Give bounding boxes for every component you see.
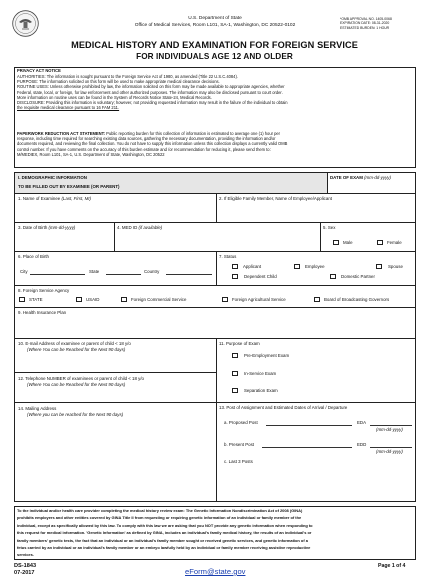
gina-line: services. — [17, 552, 34, 558]
state-label: State — [89, 269, 100, 274]
form-id: DS-1843 — [14, 563, 37, 569]
form-subtitle: FOR INDIVIDUALS AGE 12 AND OLDER — [136, 52, 293, 61]
privacy-line: ROUTINE USES: Unless otherwise prohibited by law, the information solicited on this form may be made available to appropriate agencies, whether — [17, 84, 285, 90]
privacy-line: DISCLOSURE: Providing this information is voluntary; however, not providing requested information may result in the failure of the individual to obtain — [17, 100, 288, 106]
male-checkbox[interactable] — [333, 240, 339, 245]
agency-state-label: STATE — [29, 297, 43, 302]
spouse-checkbox[interactable] — [376, 264, 382, 269]
field-1-label — [18, 196, 91, 201]
paperwork-line: control number. If you have comments on the accuracy of this burden estimate and /or recommendation for reducing it, please send them to: — [17, 146, 271, 152]
form-title: MEDICAL HISTORY AND EXAMINATION FOR FOREIGN SERVICE — [71, 40, 358, 50]
email-label: 10. E-mail Address of examinee or parent of child < 18 y/o — [18, 341, 131, 346]
gina-line: family members' genetic tests, the fact that an individual or an individual's family member sought or received genetic services, and genetic information of a — [17, 537, 308, 543]
present-post-label: b. Present Post — [224, 442, 255, 447]
paperwork-heading: PAPERWORK REDUCTION ACT STATEMENT: — [17, 131, 106, 136]
page-number: Page 1 of 4 — [378, 563, 406, 569]
edd-format: (mm-dd-yyyy) — [376, 449, 403, 454]
dependent-child-checkbox[interactable] — [232, 274, 238, 279]
gina-line: individual, except as specifically allowed by this law. To comply with this law we are asking that you NOT provide any genetic information when responding to — [17, 522, 313, 528]
agency-fas-label: Foreign Agricultural Service — [232, 297, 286, 302]
date-of-exam-format: (mm-dd-yyyy) — [364, 175, 391, 180]
omb-block — [340, 17, 422, 30]
last-posts-input[interactable] — [262, 457, 412, 497]
telephone-label: 12. Telephone NUMBER of examinees or parent of child < 18 y/o — [18, 376, 144, 381]
mailing-address-label: 14. Mailing Address — [18, 406, 57, 411]
omb-approval: *OMB APPROVAL NO. 1405-0068 — [340, 17, 392, 21]
name-hint: (Last, First, MI) — [61, 196, 91, 201]
applicant-label: Applicant — [243, 264, 262, 269]
gina-line: To the individual and/or health care provider completing the medical history review exam: The Genetic Information Nondiscrimination Act of 2008 (GINA) — [17, 508, 303, 513]
telephone-hint: (Where You can be Reached for the Next 90 days) — [27, 382, 126, 387]
gina-line: fetus carried by an individual or an individual's family member or an embryo lawfully held by an individual or family member receiving assistive reproductive — [17, 545, 311, 551]
sex-label: 5. Sex — [323, 225, 336, 230]
present-post-input[interactable] — [262, 439, 352, 447]
in-service-label: In-Service Exam — [244, 371, 277, 376]
female-checkbox[interactable] — [377, 240, 383, 245]
domestic-partner-checkbox[interactable] — [330, 274, 336, 279]
expiration-date: EXPIRATION DATE: 08-31-2020 — [340, 21, 390, 26]
dob-text: 3. Date of Birth — [18, 225, 48, 230]
email-hint: (Where You can be Reached for the Next 90 days) — [27, 347, 126, 352]
med-id-text: 4. MED ID — [117, 225, 138, 230]
eda-format: (mm-dd-yyyy) — [376, 427, 403, 432]
date-of-exam-label — [330, 175, 391, 180]
agency-usaid-checkbox[interactable] — [76, 297, 82, 302]
privacy-text — [17, 74, 413, 110]
form-date: 07-2017 — [14, 570, 35, 576]
estimated-burden: ESTIMATED BURDEN: 1 HOUR — [340, 25, 390, 30]
agency-bbg-checkbox[interactable] — [314, 297, 320, 302]
dob-format: (mm-dd-yyyy) — [48, 225, 76, 230]
country-input[interactable] — [166, 264, 212, 273]
health-insurance-input[interactable] — [18, 317, 412, 334]
paperwork-line: M/MEDIEX, Room L101, SA-1, U.S. Department of State, Washington, DC 20522 — [17, 151, 165, 157]
agency-fcs-checkbox[interactable] — [121, 297, 127, 302]
paperwork-line: Public reporting burden for this collection of information is estimated to average one (1) hour per — [106, 131, 281, 136]
status-label: 7. Status — [219, 254, 237, 259]
place-of-birth-label: 6. Place of Birth — [18, 254, 49, 259]
privacy-line: the requisite medical clearance pursuant to 16 FAM 211. — [17, 105, 120, 111]
section-title: I. DEMOGRAPHIC INFORMATION — [18, 175, 87, 180]
eda-input[interactable] — [370, 417, 412, 425]
edd-label: EDD — [357, 442, 367, 447]
agency-fas-checkbox[interactable] — [222, 297, 228, 302]
separation-label: Separation Exam — [244, 388, 278, 393]
eform-link[interactable]: eForm@state.gov — [185, 567, 246, 576]
separation-checkbox[interactable] — [232, 388, 238, 393]
dob-label — [18, 225, 75, 230]
pre-employment-checkbox[interactable] — [232, 353, 238, 358]
department-seal-icon — [12, 10, 39, 37]
paperwork-line: documents required, and reviewing the final collection. You do not have to supply this information unless this collection displays a currently valid OMB — [17, 141, 288, 147]
agency-fcs-label: Foreign Commercial Service — [131, 297, 187, 302]
dependent-child-label: Dependent Child — [244, 274, 277, 279]
mailing-address-hint: (Where you can be reached for the Next 90 days) — [27, 412, 124, 417]
proposed-post-input[interactable] — [266, 417, 352, 425]
employee-name-input[interactable] — [219, 203, 412, 217]
employee-checkbox[interactable] — [294, 264, 300, 269]
edd-input[interactable] — [370, 439, 412, 447]
office-address: Office of Medical Services, Room L101, SA-1, Washington, DC 20522-0102 — [134, 23, 296, 28]
purpose-label: 11. Purpose of Exam — [219, 341, 260, 346]
state-input[interactable] — [106, 264, 141, 273]
med-id-input[interactable] — [117, 232, 317, 246]
city-label: City — [20, 269, 28, 274]
city-input[interactable] — [30, 264, 85, 273]
paperwork-text — [17, 131, 413, 157]
privacy-line: AUTHORITIES: The information is sought pursuant to the Foreign Service Act of 1980, as amended (Title 22 U.S.C.4084). — [17, 74, 238, 79]
agency-usaid-label: USAID — [86, 297, 100, 302]
agency-state-checkbox[interactable] — [19, 297, 25, 302]
female-label: Female — [387, 240, 402, 245]
email-input[interactable] — [18, 354, 213, 369]
domestic-partner-label: Domestic Partner — [341, 274, 375, 279]
examinee-name-input[interactable] — [18, 203, 213, 217]
gina-line: this request for medical information. 'Genetic Information' as defined by GINA, includes an individual's family medical history, the results of an individual's or — [17, 530, 312, 536]
spouse-label: Spouse — [388, 264, 403, 269]
last-posts-label: c. Last 3 Posts — [224, 459, 253, 464]
male-label: Male — [343, 240, 353, 245]
gina-line: prohibits employers and other entities covered by GINA Title II from requesting or requiring genetic information of an individual or family member of the — [17, 515, 302, 521]
date-of-exam-text: DATE OF EXAM — [330, 175, 363, 180]
privacy-line: Federal, state, local, or foreign, for law enforcement and other authorized purposes. The information may also be disclosed pursuant to court order. — [17, 89, 283, 95]
gina-notice — [17, 507, 414, 559]
mailing-address-input[interactable] — [18, 420, 213, 498]
privacy-line: PURPOSE: The information solicited on this form will be used to make appropriate medical clearance decisions. — [17, 79, 220, 85]
telephone-input[interactable] — [18, 388, 213, 400]
med-id-hint: (if available) — [138, 225, 163, 230]
post-assignment-label: 13. Post of Assignment and Estimated Dates of Arrival / Departure — [219, 405, 348, 410]
proposed-post-label: a. Proposed Post — [224, 420, 258, 425]
name-label: 1. Name of Examinee — [18, 196, 61, 201]
applicant-checkbox[interactable] — [232, 264, 238, 269]
med-id-label — [117, 225, 162, 230]
agency-bbg-label: Board of Broadcasting Governors — [324, 297, 390, 302]
country-label: Country — [144, 269, 160, 274]
privacy-heading: PRIVACY ACT NOTICE — [17, 68, 61, 73]
employee-name-label: 2. If Eligible Family Member, Name of Employee/Applicant — [219, 196, 332, 201]
health-insurance-label: 9. Health Insurance Plan — [18, 310, 67, 315]
date-of-exam-input[interactable] — [330, 182, 412, 191]
in-service-checkbox[interactable] — [232, 371, 238, 376]
agency-label: 8. Foreign Service Agency — [18, 288, 70, 293]
paperwork-line: response, including time required for searching existing data sources, gathering the necessary documentation, providing the information and/or — [17, 136, 276, 142]
pre-employment-label: Pre-Employment Exam — [244, 353, 290, 358]
dob-input[interactable] — [18, 232, 110, 246]
section-subtitle: TO BE FILLED OUT BY EXAMINEE (OR PARENT) — [18, 184, 120, 189]
eda-label: EDA — [357, 420, 367, 425]
employee-label: Employee — [305, 264, 325, 269]
department-name: U.S. Department of State — [188, 16, 242, 21]
privacy-line: More information on routine uses can be found in the System of Records Notice State-24, Medical Records. — [17, 94, 212, 100]
